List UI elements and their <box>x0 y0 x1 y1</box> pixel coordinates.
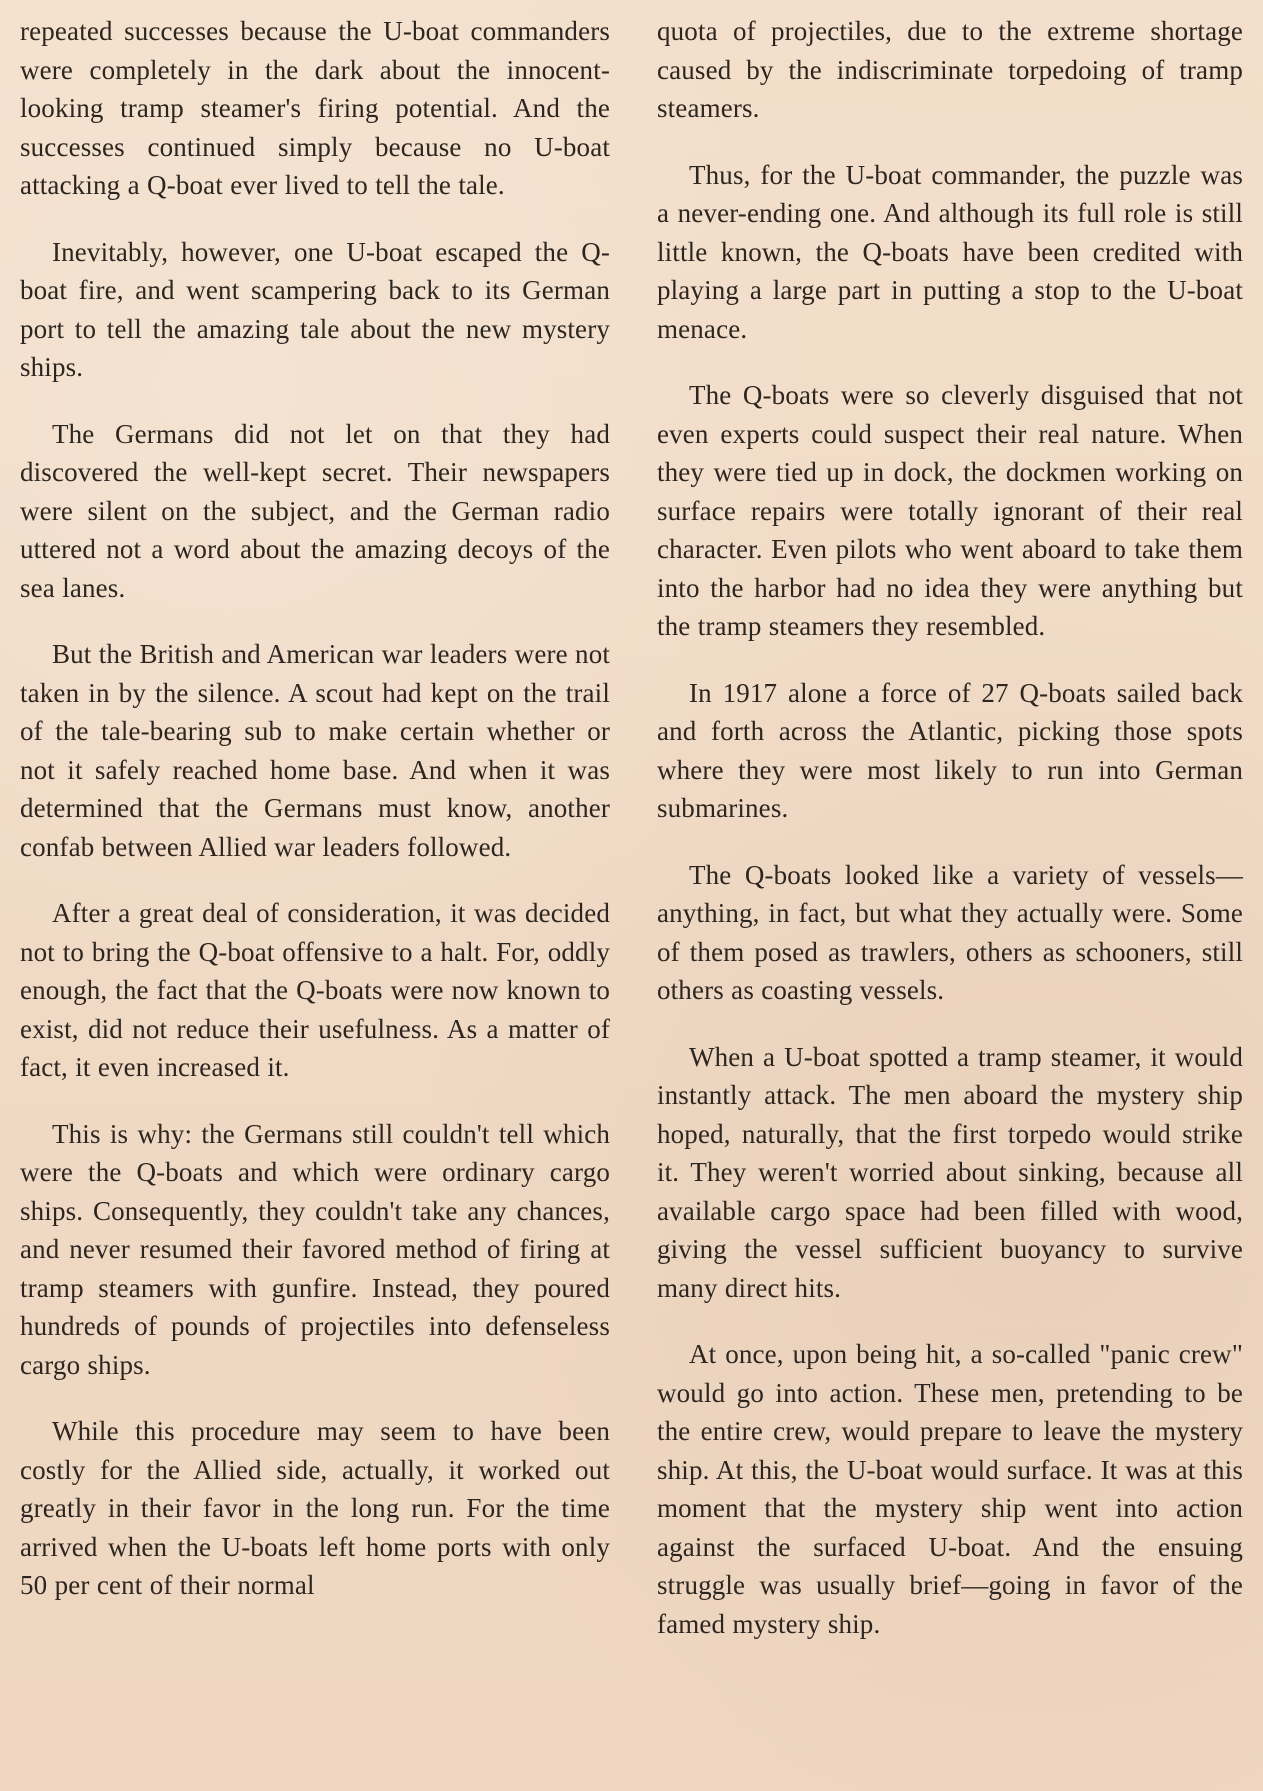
right-paragraph-5: The Q-boats looked like a variety of vessels—anything, in fact, but what they actually were. Some of them posed as trawlers, others as schooners, still others as coasting vessels. <box>657 859 1243 1005</box>
left-paragraph-6: This is why: the Germans still couldn't tell which were the Q-boats and which were ordinary cargo ships. Consequently, they couldn't take any chances, and never resumed their favored method of firing at tramp steamers with gunfire. Instead, they poured hundreds of pounds of projectiles into defenseless cargo ships. <box>20 1118 610 1380</box>
left-paragraph-5: After a great deal of consideration, it was decided not to bring the Q-boat offensive to a halt. For, oddly enough, the fact that the Q-boats were now known to exist, did not reduce their usefulness. As a matter of fact, it even increased it. <box>20 898 610 1082</box>
right-paragraph-1: quota of projectiles, due to the extreme shortage caused by the indiscriminate torpedoing of tramp steamers. <box>657 16 1243 123</box>
right-paragraph-2: Thus, for the U-boat commander, the puzzle was a never-ending one. And although its full role is still little known, the Q-boats have been credited with playing a large part in putting a stop to the U-boat menace. <box>657 159 1243 344</box>
article-columns <box>20 12 1245 1671</box>
right-paragraph-7: At once, upon being hit, a so-called "panic crew" would go into action. These men, pretending to be the entire crew, would prepare to leave the mystery ship. At this, the U-boat would surface. It was at this moment that the mystery ship went into action against the surfaced U-boat. And the ensuing struggle was usually brief—going in favor of the famed mystery ship. <box>657 1339 1243 1639</box>
left-column <box>20 12 610 1633</box>
left-paragraph-3: The Germans did not let on that they had discovered the well-kept secret. Their newspapers were silent on the subject, and the German radio uttered not a word about the amazing decoys of the sea lanes. <box>20 418 610 603</box>
left-paragraph-2: Inevitably, however, one U-boat escaped the Q-boat fire, and went scampering back to its German port to tell the amazing tale about the new mystery ships. <box>20 236 610 382</box>
right-paragraph-6: When a U-boat spotted a tramp steamer, it would instantly attack. The men aboard the mystery ship hoped, naturally, that the first torpedo would strike it. They weren't worried about sinking, because all available cargo space had been filled with wood, giving the vessel sufficient buoyancy to survive many direct hits. <box>657 1041 1243 1303</box>
left-paragraph-7: While this procedure may seem to have been costly for the Allied side, actually, it worked out greatly in their favor in the long run. For the time arrived when the U-boats left home ports with only 50 per cent of their normal <box>20 1416 610 1600</box>
right-paragraph-4: In 1917 alone a force of 27 Q-boats sailed back and forth across the Atlantic, picking those spots where they were most likely to run into German submarines. <box>657 677 1243 823</box>
right-column <box>657 12 1243 1671</box>
right-paragraph-3: The Q-boats were so cleverly disguised that not even experts could suspect their real nature. When they were tied up in dock, the dockmen working on surface repairs were totally ignorant of their real character. Even pilots who went aboard to take them into the harbor had no idea they were anything but the tramp steamers they resembled. <box>657 380 1243 641</box>
left-paragraph-4: But the British and American war leaders were not taken in by the silence. A scout had kept on the trail of the tale-bearing sub to make certain whether or not it safely reached home base. And when it was determined that the Germans must know, another confab between Allied war leaders followed. <box>20 639 610 862</box>
left-paragraph-1: repeated successes because the U-boat commanders were completely in the dark about the innocent-looking tramp steamer's firing potential. And the successes continued simply because no U-boat attacking a Q-boat ever lived to tell the tale. <box>20 16 610 200</box>
